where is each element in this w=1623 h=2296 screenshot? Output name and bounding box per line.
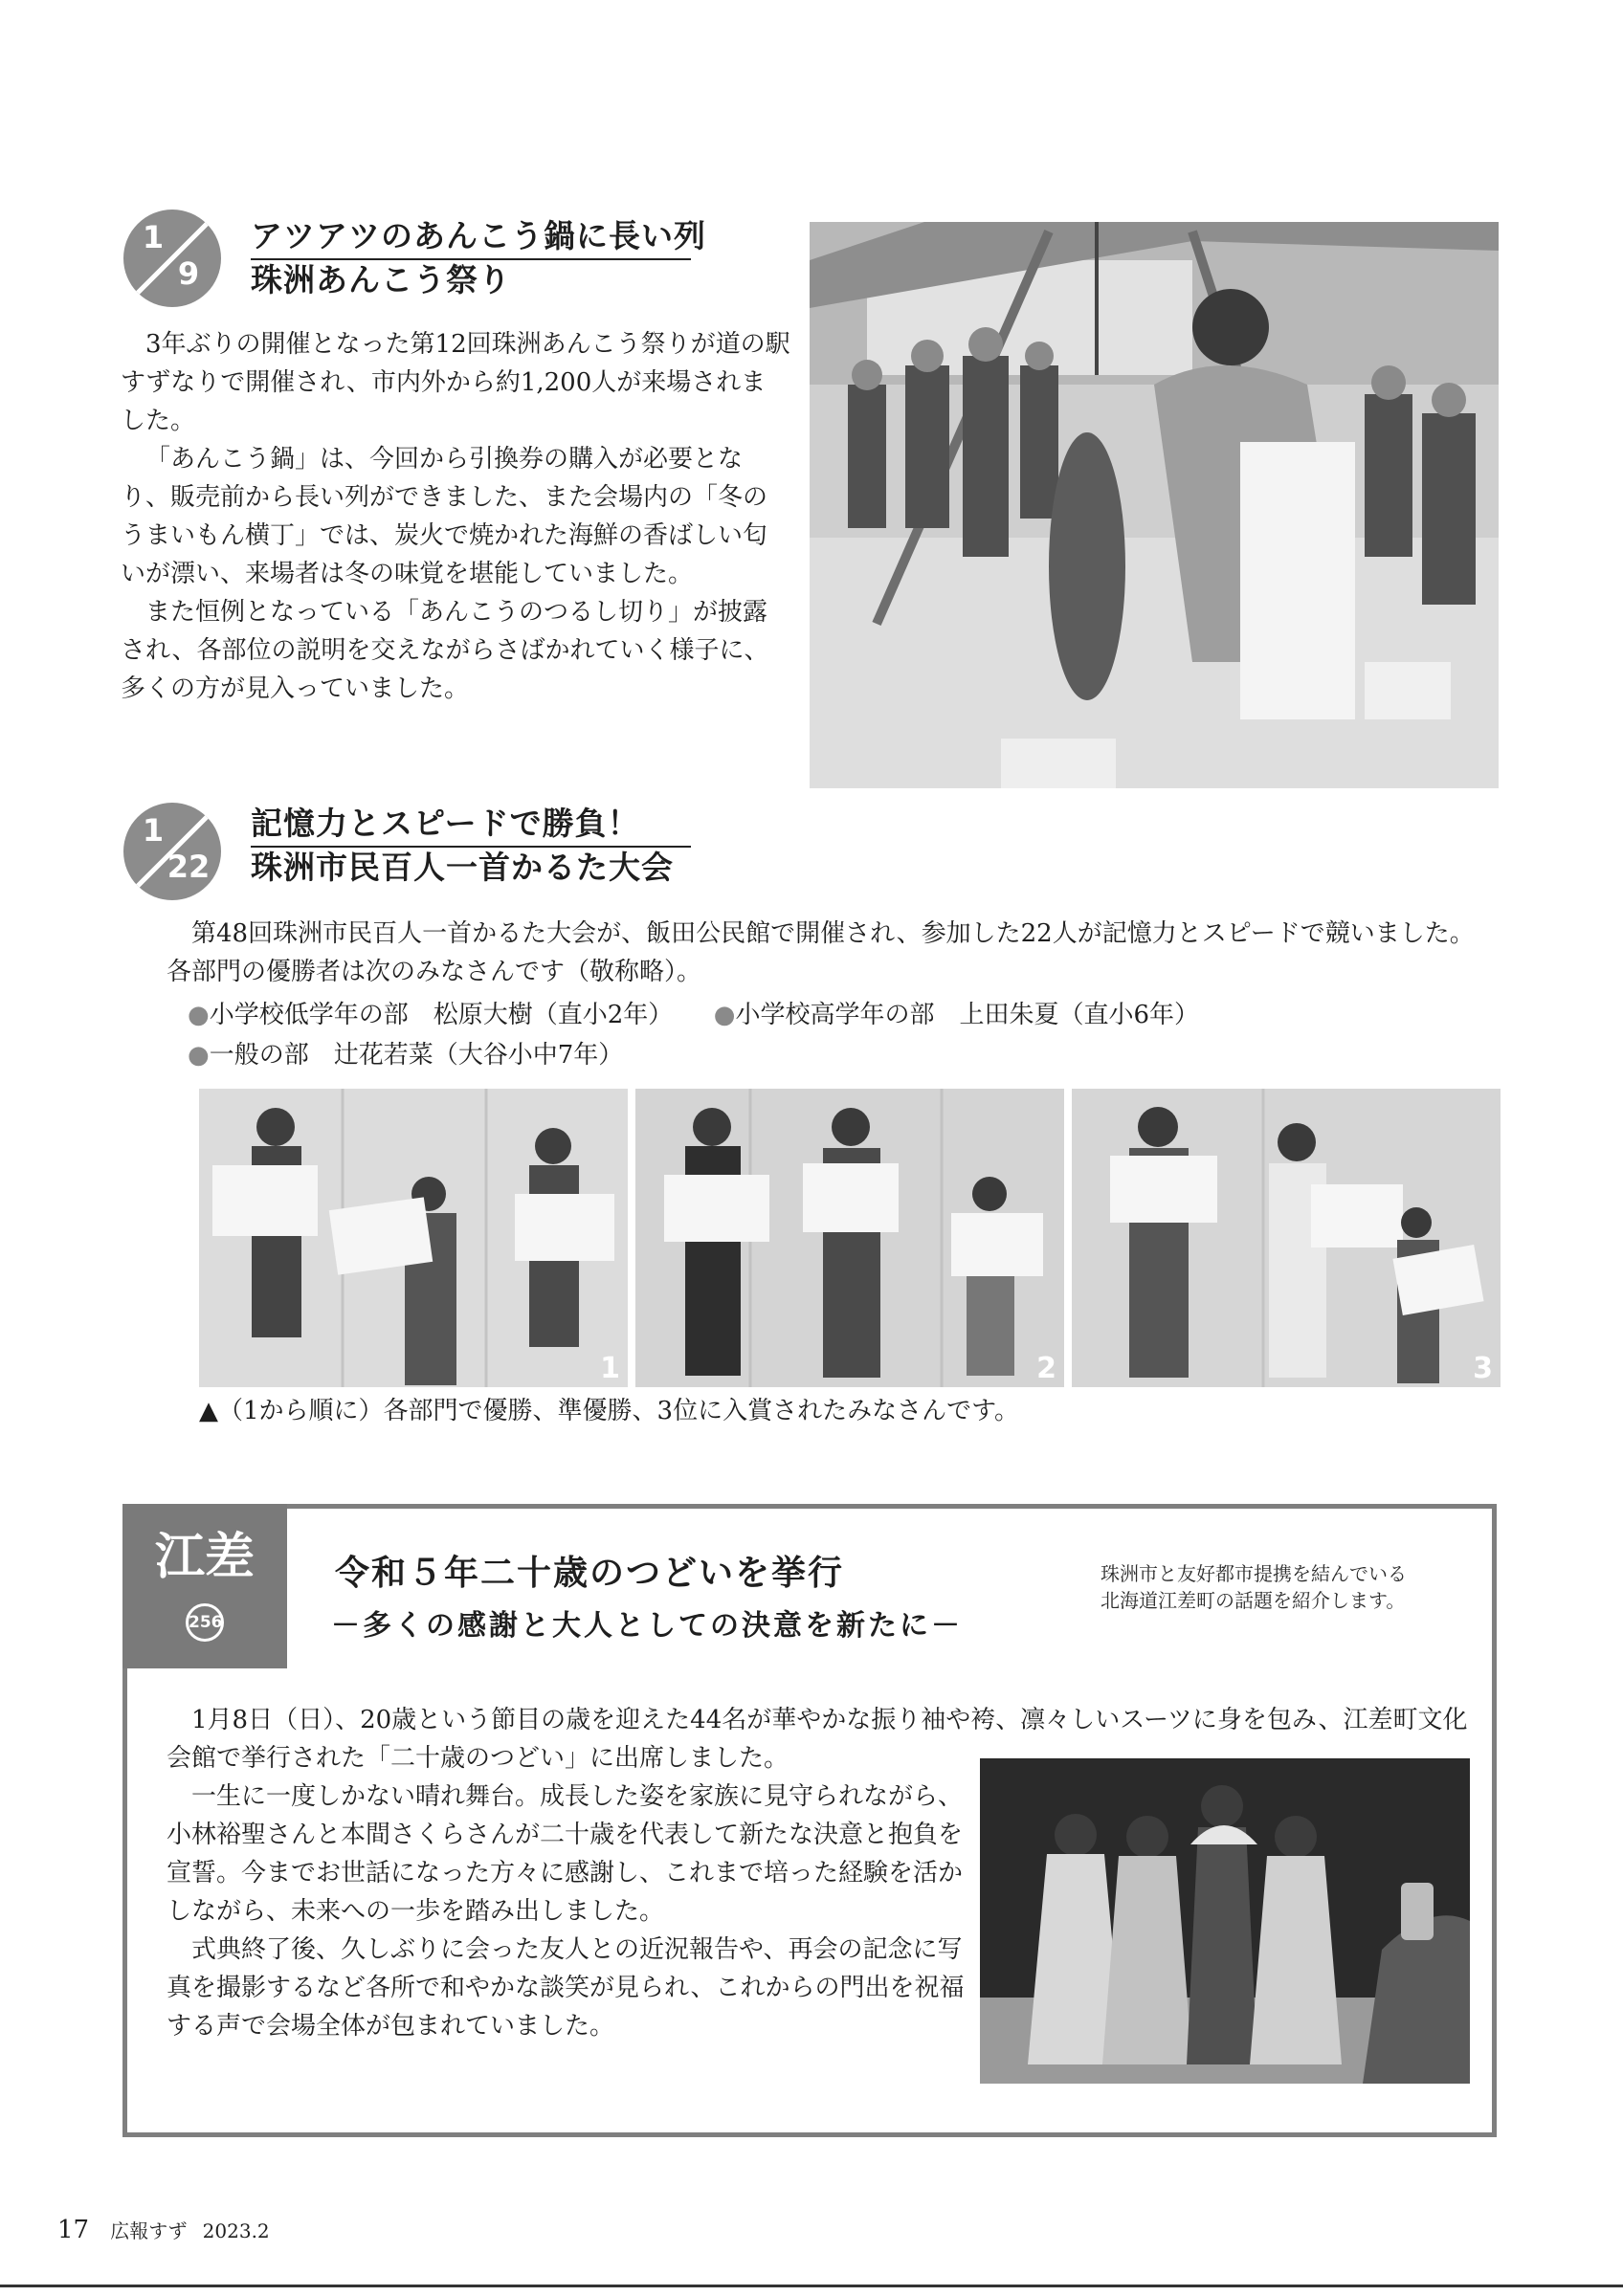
esashi-tab-number: 256 bbox=[186, 1603, 224, 1642]
winner-row bbox=[188, 995, 1199, 1035]
article1-subtitle: 珠洲あんこう祭り bbox=[251, 261, 511, 298]
page-footer bbox=[57, 2216, 270, 2244]
winner-item: 小学校高学年の部 上田朱夏（直小6年） bbox=[735, 1001, 1199, 1029]
badge-day: 22 bbox=[167, 849, 211, 885]
article2-intro bbox=[167, 915, 1487, 991]
page-number: 17 bbox=[57, 2216, 90, 2244]
date-badge-jan-9 bbox=[121, 207, 224, 310]
esashi-body bbox=[167, 1777, 965, 2045]
photo-number: 3 bbox=[1473, 1352, 1493, 1385]
esashi-note-line: 珠洲市と友好都市提携を結んでいる bbox=[1101, 1562, 1407, 1585]
article1-paragraph: 「あんこう鍋」は、今回から引換券の購入が必要となり、販売前から長い列ができました、また会場内の「冬のうまいもん横丁」では、炭火で焼かれた海鮮の香ばしい匂いが漂い、来場者は冬の味覚を堪能していました。 bbox=[121, 445, 768, 588]
badge-day: 9 bbox=[177, 255, 200, 292]
bullet-icon: ● bbox=[188, 1041, 210, 1070]
photo-number: 2 bbox=[1036, 1352, 1056, 1385]
esashi-title: 令和５年二十歳のつどいを挙行 bbox=[335, 1554, 845, 1593]
esashi-paragraph: 式典終了後、久しぶりに会った友人との近況報告や、再会の記念に写真を撮影するなど各所で和やかな談笑が見られ、これからの門出を祝福する声で会場全体が包まれていました。 bbox=[167, 1935, 965, 2041]
photo-hatachi-no-tsudoi bbox=[980, 1758, 1470, 2084]
badge-month: 1 bbox=[142, 219, 165, 255]
issue-date: 2023.2 bbox=[202, 2219, 270, 2242]
esashi-tab-label: 江差 bbox=[154, 1529, 255, 1586]
esashi-paragraph: 一生に一度しかない晴れ舞台。成長した姿を家族に見守られながら、小林裕聖さんと本間さくらさんが二十歳を代表して新たな決意と抱負を宣誓。今までお世話になった方々に感謝し、これまで培った経験を活かしながら、未来への一歩を踏み出しました。 bbox=[167, 1782, 964, 1926]
article1-paragraph: 3年ぶりの開催となった第12回珠洲あんこう祭りが道の駅すずなりで開催され、市内外から約1,200人が来場されました。 bbox=[121, 330, 790, 435]
photo-karuta-lower-grade bbox=[199, 1089, 628, 1387]
esashi-lead-text: 1月8日（日）、20歳という節目の歳を迎えた44名が華やかな振り袖や袴、凛々しいスーツに身を包み、江差町文化会館で挙行された「二十歳のつどい」に出席しました。 bbox=[167, 1706, 1468, 1773]
winner-list bbox=[188, 995, 1199, 1075]
esashi-subtitle: －多くの感謝と大人としての決意を新たに－ bbox=[331, 1609, 963, 1643]
article1-body bbox=[121, 325, 790, 708]
photo-caption: ▲（1から順に）各部門で優勝、準優勝、3位に入賞されたみなさんです。 bbox=[199, 1397, 1020, 1425]
winner-item: 一般の部 辻花若菜（大谷小中7年） bbox=[209, 1041, 624, 1070]
badge-month: 1 bbox=[142, 812, 165, 849]
photo-number: 1 bbox=[600, 1352, 620, 1385]
winner-item: 小学校低学年の部 松原大樹（直小2年） bbox=[209, 1001, 674, 1029]
photo-karuta-general bbox=[1072, 1089, 1501, 1387]
article1-paragraph: また恒例となっている「あんこうのつるし切り」が披露され、各部位の説明を交えながらさばかれていく様子に、多くの方が見入っていました。 bbox=[121, 598, 769, 703]
publication-name: 広報すず bbox=[110, 2219, 188, 2242]
article2-title: 記憶力とスピードで勝負！ bbox=[251, 805, 640, 842]
esashi-tab bbox=[122, 1504, 287, 1668]
photo-ankou-tsurushigiri bbox=[810, 222, 1499, 788]
article1-title: アツアツのあんこう鍋に長い列 bbox=[251, 217, 706, 254]
footer-rule bbox=[0, 2285, 1623, 2287]
esashi-note-line: 北海道江差町の話題を紹介します。 bbox=[1101, 1589, 1406, 1612]
bullet-icon: ● bbox=[713, 1001, 736, 1029]
date-badge-jan-22 bbox=[121, 800, 224, 903]
photo-karuta-upper-grade bbox=[635, 1089, 1064, 1387]
article2-subtitle: 珠洲市民百人一首かるた大会 bbox=[251, 849, 674, 886]
bullet-icon: ● bbox=[188, 1001, 210, 1029]
article2-intro-text: 第48回珠洲市民百人一首かるた大会が、飯田公民館で開催され、参加した22人が記憶力とスピードで競いました。各部門の優勝者は次のみなさんです（敬称略）。 bbox=[167, 919, 1475, 986]
winner-row bbox=[188, 1035, 1199, 1075]
